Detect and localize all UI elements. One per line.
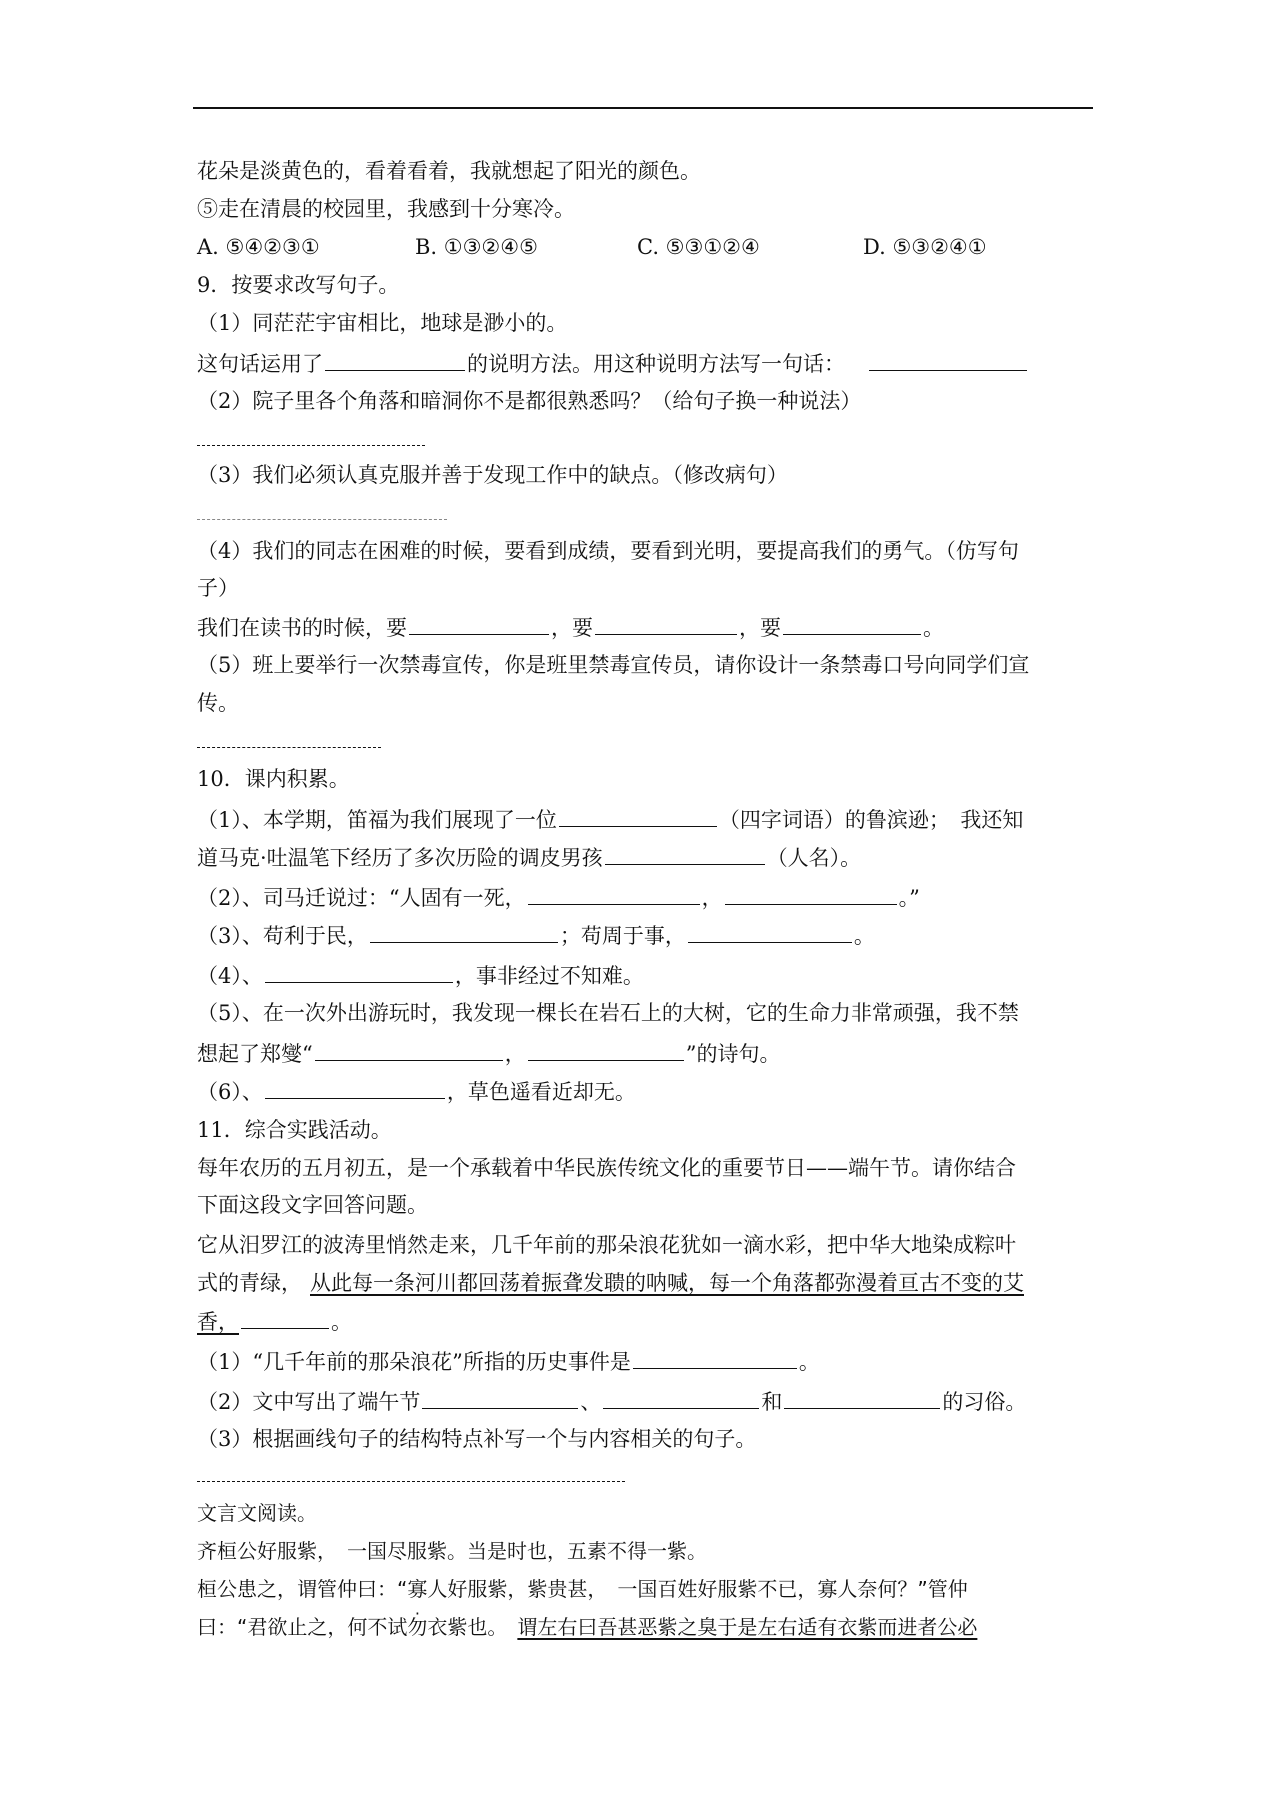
option-a[interactable]: A. ⑤④②③① — [197, 235, 320, 259]
q10-item-5: （5）、在一次外出游玩时，我发现一棵长在岩石上的大树，它的生命力非常顽强，我不禁 — [197, 1001, 1019, 1025]
classical-line-1: 齐桓公好服紫， 一国尽服紫。当是时也，五素不得一紫。 — [197, 1539, 707, 1563]
answer-line[interactable] — [197, 426, 425, 452]
emphasis-dot-char: 勿 — [407, 1615, 428, 1639]
q9-sentence-5: （5）班上要举行一次禁毒宣传，你是班里禁毒宣传员，请你设计一条禁毒口号向同学们宣 — [197, 653, 1030, 677]
classical-line-2: 桓公患之，谓管仲曰：“寡人好服紫，紫贵甚， 一国百姓好服紫不已，寡人奈何？”管仲 — [197, 1577, 968, 1601]
q9-sentence-2: （2）院子里各个角落和暗洞你不是都很熟悉吗？（给句子换一种说法） — [197, 389, 862, 413]
q10-title: 10．课内积累。 — [197, 767, 350, 791]
q8-options — [197, 234, 987, 260]
answer-blank[interactable] — [315, 1040, 503, 1061]
q9-sentence-4-fill: 我们在读书的时候，要 ，要 ，要 。 — [197, 616, 944, 640]
answer-blank[interactable] — [265, 1078, 445, 1099]
q11-sub-1: （1）“几千年前的那朵浪花”所指的历史事件是 。 — [197, 1350, 820, 1374]
q10-item-1-cont: 道马克·吐温笔下经历了多次历险的调皮男孩 （人名）。 — [197, 846, 862, 870]
q9-sentence-1-prompt: 这句话运用了 的说明方法。用这种说明方法写一句话： — [197, 350, 1029, 377]
answer-blank[interactable] — [241, 1308, 329, 1329]
q8-line-2: ⑤走在清晨的校园里，我感到十分寒冷。 — [197, 197, 575, 221]
q9-sentence-4-cont: 子） — [197, 576, 239, 600]
q11-para-1: 每年农历的五月初五，是一个承载着中华民族传统文化的重要节日——端午节。请你结合 — [197, 1156, 1016, 1180]
classical-title: 文言文阅读。 — [197, 1501, 317, 1525]
answer-blank[interactable] — [688, 922, 852, 943]
option-c[interactable]: C. ⑤③①②④ — [637, 235, 760, 259]
classical-line-3: 曰：“君欲止之，何不试勿衣紫也。 谓左右曰吾甚恶紫之臭于是左右适有衣紫而进者公必 — [197, 1615, 978, 1639]
q11-title: 11．综合实践活动。 — [197, 1118, 392, 1142]
answer-blank[interactable] — [528, 1040, 684, 1061]
answer-blank[interactable] — [422, 1388, 578, 1409]
q10-item-6: （6）、 ，草色遥看近却无。 — [197, 1080, 636, 1104]
q8-line-1: 花朵是淡黄色的，看着看着，我就想起了阳光的颜色。 — [197, 159, 701, 183]
answer-blank[interactable] — [265, 962, 453, 983]
underlined-sentence: 从此每一条河川都回荡着振聋发聩的呐喊，每一个角落都弥漫着亘古不变的艾 — [310, 1271, 1024, 1295]
q11-sub-2: （2）文中写出了端午节 、 和 的习俗。 — [197, 1390, 1027, 1414]
answer-blank[interactable] — [603, 1388, 759, 1409]
q10-item-4: （4）、 ，事非经过不知难。 — [197, 964, 644, 988]
q9-sentence-5-cont: 传。 — [197, 691, 239, 715]
answer-blank[interactable] — [725, 884, 897, 905]
answer-blank[interactable] — [325, 350, 465, 371]
answer-blank[interactable] — [559, 806, 717, 827]
q11-para-2: 它从汨罗江的波涛里悄然走来，几千年前的那朵浪花犹如一滴水彩，把中华大地染成粽叶 — [197, 1233, 1016, 1257]
q9-sentence-3: （3）我们必须认真克服并善于发现工作中的缺点。（修改病句） — [197, 463, 788, 487]
q9-sentence-1: （1）同茫茫宇宙相比，地球是渺小的。 — [197, 311, 568, 335]
q10-item-1: （1）、本学期，笛福为我们展现了一位 （四字词语）的鲁滨逊； 我还知 — [197, 808, 1024, 832]
q9-title: 9．按要求改写句子。 — [197, 273, 400, 297]
q10-item-5-cont: 想起了郑燮“ ， ”的诗句。 — [197, 1042, 781, 1066]
q11-para-2-end: 香， 。 — [197, 1310, 352, 1334]
answer-line[interactable] — [197, 728, 381, 754]
option-b[interactable]: B. ①③②④⑤ — [415, 235, 538, 259]
answer-blank[interactable] — [783, 614, 921, 635]
answer-blank[interactable] — [605, 844, 765, 865]
answer-blank[interactable] — [528, 884, 700, 905]
q10-item-2: （2）、司马迁说过：“人固有一死， ， 。” — [197, 886, 920, 910]
answer-blank[interactable] — [633, 1348, 797, 1369]
answer-blank[interactable] — [409, 614, 549, 635]
answer-blank[interactable] — [595, 614, 737, 635]
q11-para-2-cont: 式的青绿， 从此每一条河川都回荡着振聋发聩的呐喊，每一个角落都弥漫着亘古不变的艾 — [197, 1271, 1024, 1295]
q9-sentence-4: （4）我们的同志在困难的时候，要看到成绩，要看到光明，要提高我们的勇气。（仿写句 — [197, 539, 1019, 563]
q10-item-3: （3）、苟利于民， ；苟周于事， 。 — [197, 924, 875, 948]
answer-blank[interactable] — [869, 350, 1027, 371]
option-d[interactable]: D. ⑤③②④① — [863, 235, 987, 259]
answer-blank[interactable] — [784, 1388, 940, 1409]
q11-para-1-cont: 下面这段文字回答问题。 — [197, 1193, 428, 1217]
answer-line[interactable] — [197, 1462, 625, 1488]
answer-line[interactable] — [197, 500, 447, 526]
q11-sub-3: （3）根据画线句子的结构特点补写一个与内容相关的句子。 — [197, 1427, 757, 1451]
answer-blank[interactable] — [370, 922, 558, 943]
underlined-classical-sentence: 谓左右曰吾甚恶紫之臭于是左右适有衣紫而进者公必 — [517, 1615, 978, 1639]
header-rule — [193, 107, 1093, 109]
